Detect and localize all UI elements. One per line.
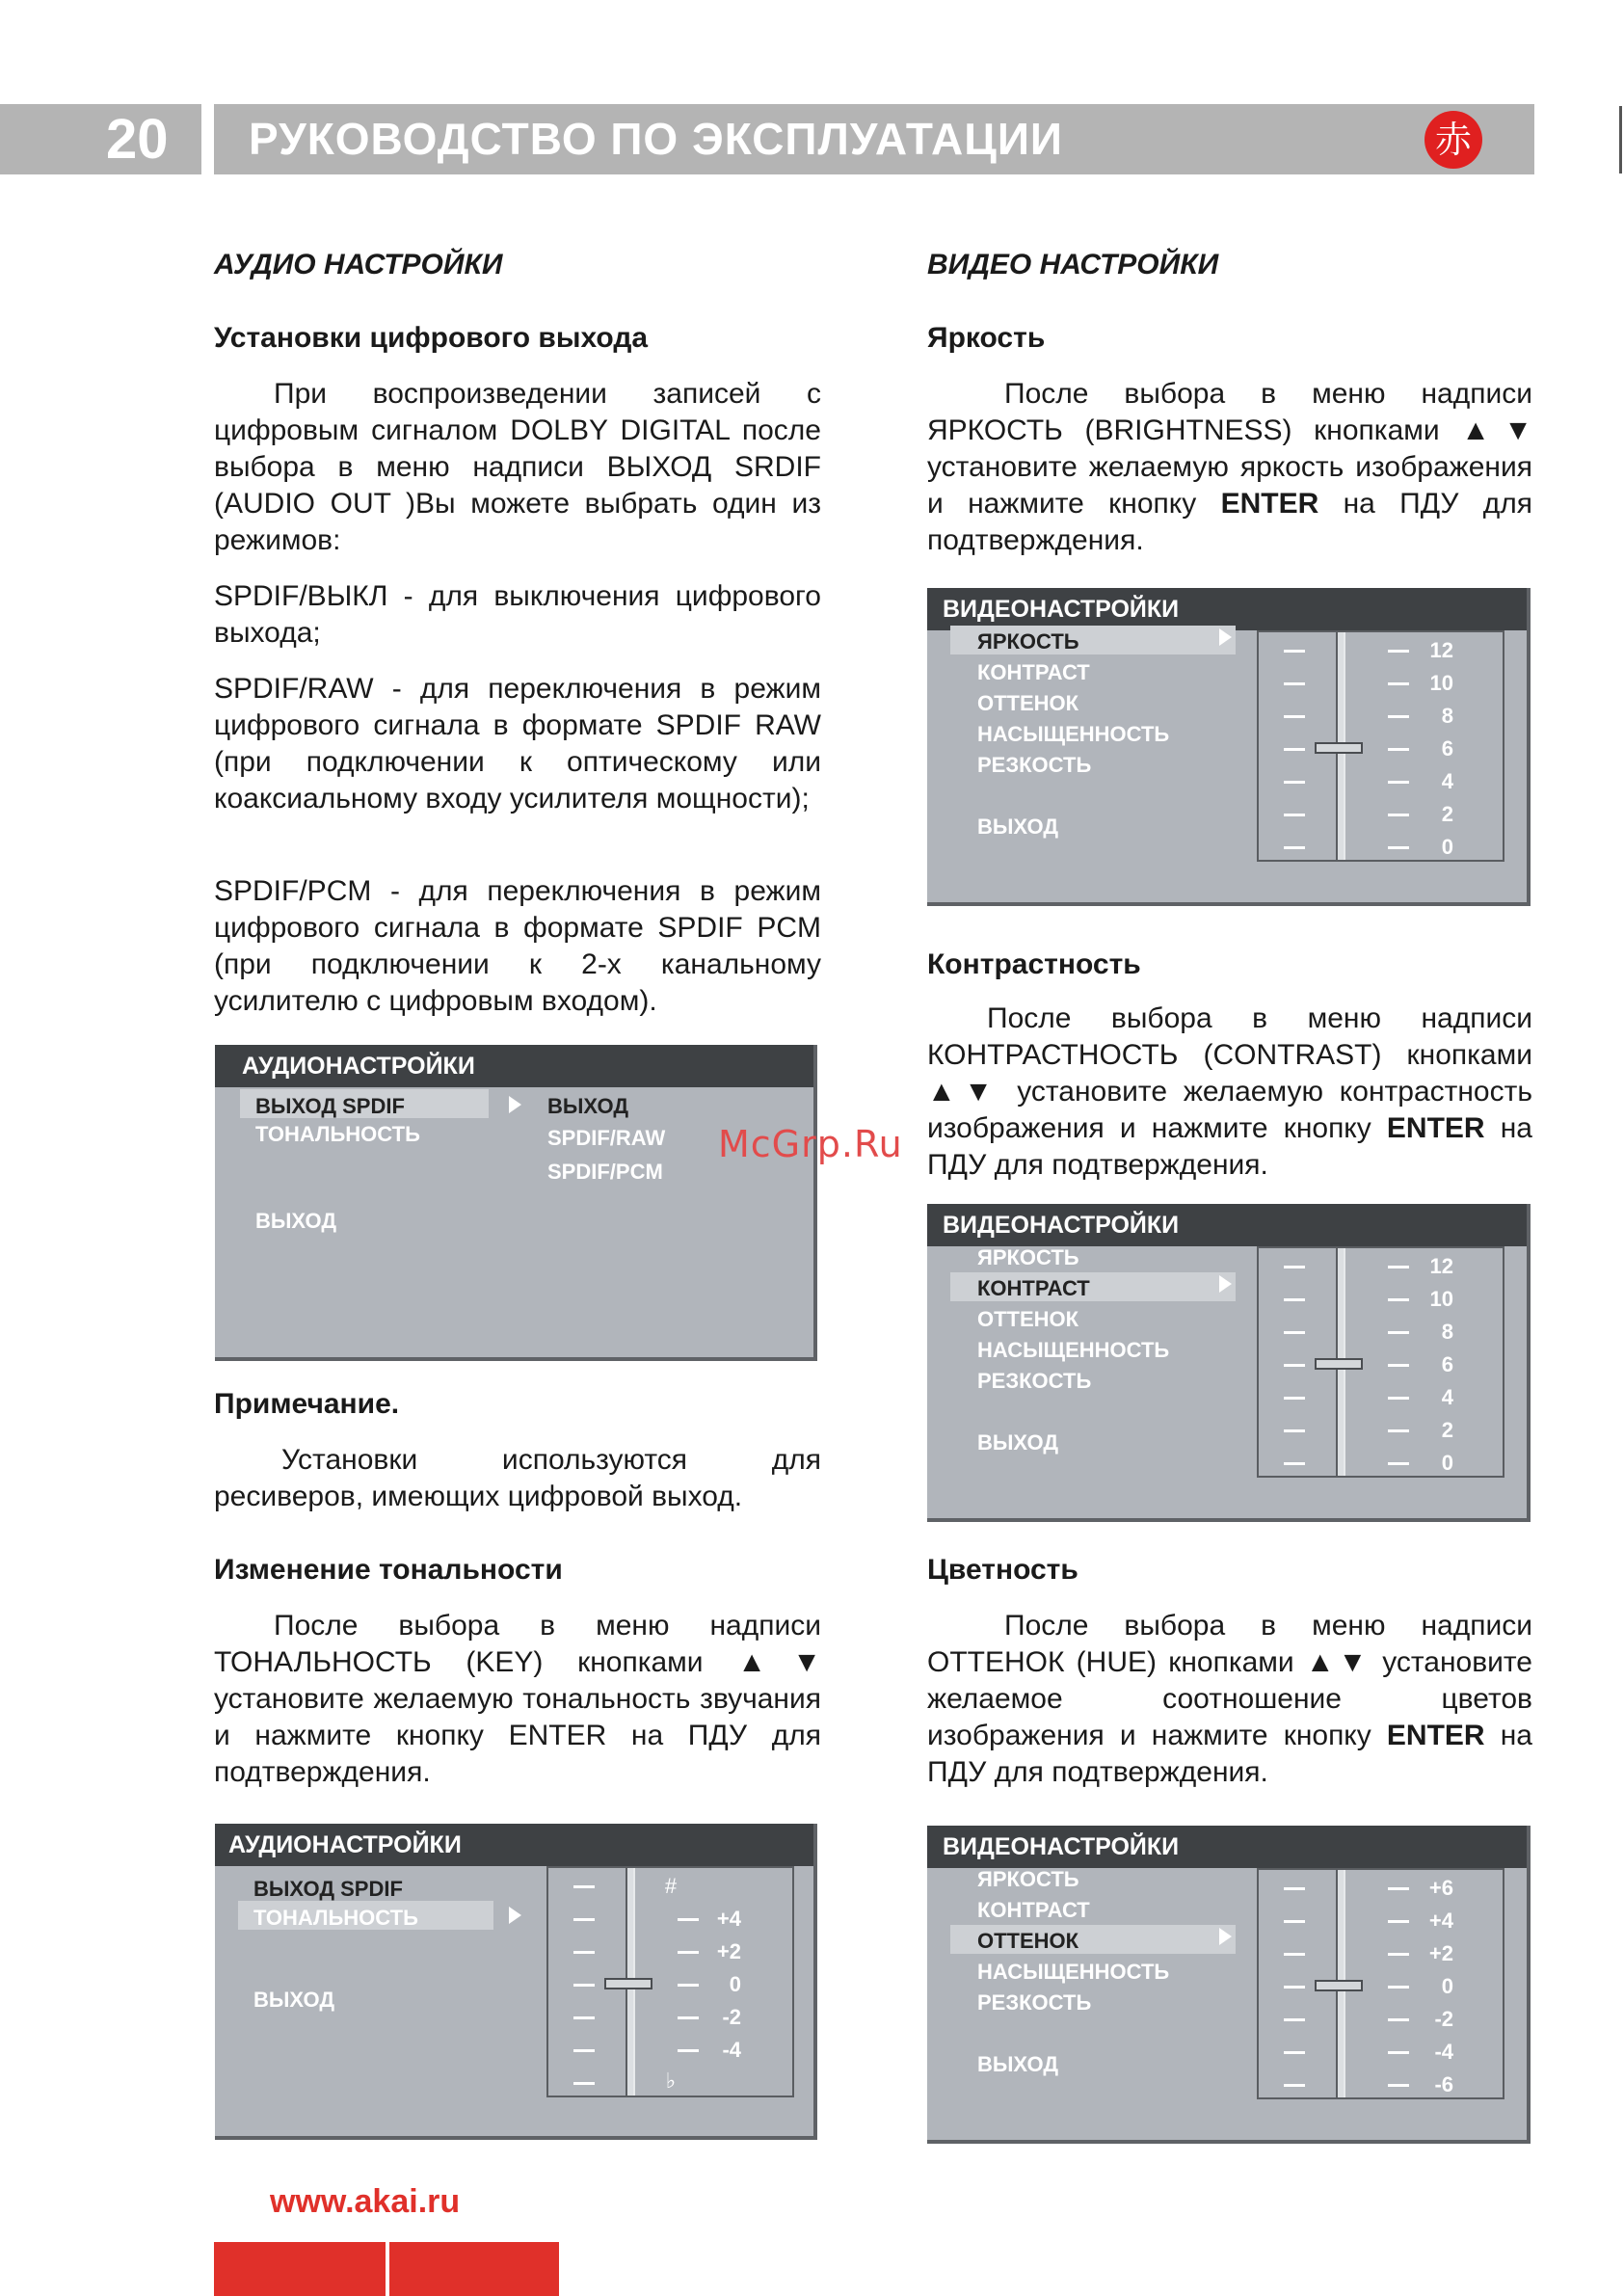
- menu-arrow-icon: [509, 1096, 521, 1113]
- menu-item-2[interactable]: ОТТЕНОК: [977, 1307, 1079, 1331]
- menu-title: АУДИОНАСТРОЙКИ: [215, 1824, 813, 1866]
- tick-right: [1388, 1331, 1409, 1334]
- contrast-paragraph: [927, 1001, 1532, 1184]
- menu-item-key[interactable]: ТОНАЛЬНОСТЬ: [253, 1906, 418, 1930]
- tick-right: [1388, 1887, 1409, 1890]
- tick-left: [1284, 650, 1305, 653]
- scale-label: 6: [1441, 1352, 1453, 1376]
- menu-item-4[interactable]: РЕЗКОСТЬ: [977, 1990, 1092, 2015]
- tick-left: [1284, 715, 1305, 718]
- tick-left: [1284, 748, 1305, 751]
- scale-label: -2: [722, 2005, 741, 2029]
- menu-title: ВИДЕОНАСТРОЙКИ: [927, 1826, 1527, 1868]
- scale-label: +2: [1428, 1941, 1453, 1965]
- menu-item-4[interactable]: РЕЗКОСТЬ: [977, 753, 1092, 777]
- tick-left: [1284, 1331, 1305, 1334]
- scale-label: 10: [1429, 671, 1453, 695]
- tick-right: [1388, 2084, 1409, 2087]
- tick-right: [1388, 748, 1409, 751]
- tick-right: [1388, 1429, 1409, 1432]
- tick-left: [1284, 1429, 1305, 1432]
- tick-left: [1284, 2018, 1305, 2021]
- footer-red-block: [214, 2242, 386, 2296]
- page-number: 20: [0, 104, 201, 174]
- tick-right: [1388, 1953, 1409, 1956]
- audio-section-title: АУДИО НАСТРОЙКИ: [214, 249, 503, 280]
- menu-item-3[interactable]: НАСЫЩЕННОСТЬ: [977, 1338, 1170, 1362]
- scale-label: 12: [1429, 1254, 1453, 1278]
- menu-item-2[interactable]: ОТТЕНОК: [977, 691, 1079, 715]
- menu-item-3[interactable]: НАСЫЩЕННОСТЬ: [977, 1960, 1170, 1984]
- tick-left: [573, 2082, 595, 2085]
- key-heading: Изменение тональности: [214, 1554, 563, 1586]
- note-heading: Примечание.: [214, 1388, 400, 1420]
- menu-title: ВИДЕОНАСТРОЙКИ: [927, 588, 1527, 630]
- tick-left: [1284, 2051, 1305, 2054]
- tick-left: [573, 2049, 595, 2052]
- scale-label: 2: [1441, 1418, 1453, 1442]
- menu-arrow-icon: [1219, 628, 1232, 646]
- tick-left: [1284, 846, 1305, 849]
- menu-item-spdif-out[interactable]: ВЫХОД SPDIF: [253, 1877, 403, 1901]
- menu-item-exit[interactable]: ВЫХОД: [253, 1988, 335, 2012]
- scale-label: #: [664, 1874, 678, 1898]
- video-menu-contrast: [927, 1204, 1531, 1522]
- tick-left: [1284, 2084, 1305, 2087]
- menu-item-0[interactable]: ЯРКОСТЬ: [977, 1867, 1079, 1891]
- tick-left: [573, 2016, 595, 2019]
- tick-right: [1388, 715, 1409, 718]
- tick-right: [1388, 682, 1409, 685]
- tick-right: [1388, 1920, 1409, 1923]
- menu-item-2[interactable]: ОТТЕНОК: [977, 1929, 1079, 1953]
- menu-item-3[interactable]: НАСЫЩЕННОСТЬ: [977, 722, 1170, 746]
- brightness-paragraph: [927, 376, 1532, 559]
- text: После выбора в меню надписи КОНТРАСТНОСТЬ (CONTRAST) кнопками ▲▼ установите желаемую контрастность изображения и нажмите кнопку: [927, 1002, 1532, 1144]
- slider-knob[interactable]: [1315, 742, 1363, 754]
- scale-label: -6: [1434, 2072, 1453, 2096]
- enter-key: ENTER: [1386, 1112, 1485, 1144]
- scale-label: +2: [716, 1939, 741, 1963]
- tick-right: [678, 1951, 699, 1954]
- scale-label: 12: [1429, 638, 1453, 662]
- akai-logo-icon: 赤: [1424, 111, 1482, 169]
- key-paragraph: После выбора в меню надписи ТОНАЛЬНОСТЬ (KEY) кнопками ▲▼ установите желаемую тональность звучания и нажмите кнопку ENTER на ПДУ для подтверждения.: [214, 1610, 821, 1788]
- option-spdif-raw[interactable]: SPDIF/RAW: [547, 1126, 666, 1150]
- slider-knob[interactable]: [604, 1978, 652, 1989]
- tick-left: [1284, 814, 1305, 816]
- tick-right: [1388, 814, 1409, 816]
- scale-label: 8: [1441, 704, 1453, 728]
- menu-item-1[interactable]: КОНТРАСТ: [977, 1276, 1090, 1300]
- tick-left: [573, 1918, 595, 1921]
- scale-label: 0: [1441, 835, 1453, 859]
- value-slider[interactable]: [1257, 1246, 1504, 1478]
- menu-item-5[interactable]: ВЫХОД: [977, 1430, 1059, 1455]
- tick-right: [678, 2049, 699, 2052]
- scale-label: 6: [1441, 736, 1453, 761]
- text: После выбора в меню надписи ЯРКОСТЬ (BRIGHTNESS) кнопками ▲▼ установите желаемую яркость изображения и нажмите кнопку: [927, 378, 1532, 520]
- scale-label: +4: [716, 1907, 741, 1931]
- tick-right: [678, 2016, 699, 2019]
- menu-item-0[interactable]: ЯРКОСТЬ: [977, 629, 1079, 654]
- menu-arrow-icon: [1219, 1928, 1232, 1945]
- menu-item-exit[interactable]: ВЫХОД: [255, 1209, 337, 1233]
- option-spdif-pcm[interactable]: SPDIF/PCM: [547, 1160, 663, 1184]
- tick-left: [573, 1885, 595, 1888]
- scale-label: 10: [1429, 1287, 1453, 1311]
- slider-knob[interactable]: [1315, 1980, 1363, 1991]
- audio-menu-key: [215, 1824, 817, 2140]
- tick-left: [1284, 1986, 1305, 1989]
- tick-right: [1388, 650, 1409, 653]
- spdif-off-paragraph: SPDIF/ВЫКЛ - для выключения цифрового выхода;: [214, 580, 821, 649]
- tick-right: [678, 1918, 699, 1921]
- tick-left: [1284, 1953, 1305, 1956]
- text: на ПДУ для подтверждения.: [927, 1720, 1532, 1788]
- hue-paragraph: [927, 1608, 1532, 1791]
- tick-left: [573, 1951, 595, 1954]
- footer-red-block: [389, 2242, 559, 2296]
- menu-title: ВИДЕОНАСТРОЙКИ: [927, 1204, 1527, 1246]
- tick-right: [1388, 846, 1409, 849]
- enter-key: ENTER: [1220, 488, 1319, 520]
- audio-menu-spdif: [215, 1045, 817, 1361]
- digital-out-heading: Установки цифрового выхода: [214, 322, 649, 354]
- text: на ПДУ для подтверждения.: [927, 1112, 1532, 1181]
- tick-right: [678, 1984, 699, 1987]
- menu-item-spdif-out[interactable]: ВЫХОД SPDIF: [255, 1094, 405, 1118]
- scale-label: -2: [1434, 2007, 1453, 2031]
- video-section-title: ВИДЕО НАСТРОЙКИ: [927, 249, 1219, 280]
- tick-left: [1284, 1920, 1305, 1923]
- scale-label: 2: [1441, 802, 1453, 826]
- spdif-pcm-paragraph: SPDIF/PCM - для переключения в режим цифрового сигнала в формате SPDIF PCM (при подключении к 2-х канальному усилителю с цифровым входом).: [214, 875, 821, 1017]
- scale-label: 4: [1441, 769, 1453, 793]
- scale-label: ♭: [665, 2069, 677, 2093]
- tick-right: [1388, 1266, 1409, 1268]
- footer-url-link[interactable]: www.akai.ru: [270, 2183, 461, 2220]
- hue-heading: Цветность: [927, 1554, 1078, 1586]
- enter-key: ENTER: [1386, 1720, 1485, 1751]
- tick-right: [1388, 2051, 1409, 2054]
- tick-left: [1284, 682, 1305, 685]
- key-slider[interactable]: [546, 1866, 794, 2097]
- menu-item-1[interactable]: КОНТРАСТ: [977, 660, 1090, 684]
- spdif-raw-paragraph: SPDIF/RAW - для переключения в режим цифрового сигнала в формате SPDIF RAW (при подключении к оптическому или коаксиальному входу усилителя мощности);: [214, 673, 821, 814]
- digital-out-paragraph: При воспроизведении записей с цифровым сигналом DOLBY DIGITAL после выбора в меню надписи ВЫХОД SRDIF (AUDIO OUT )Вы можете выбрать один из режимов:: [214, 378, 821, 556]
- brightness-heading: Яркость: [927, 322, 1046, 354]
- tick-right: [1388, 1364, 1409, 1367]
- scale-label: 8: [1441, 1320, 1453, 1344]
- tick-left: [1284, 781, 1305, 784]
- note-text: Установки используются для ресиверов, имеющих цифровой выход.: [214, 1444, 821, 1512]
- text: на ПДУ для подтверждения.: [927, 488, 1532, 556]
- tick-right: [1388, 1462, 1409, 1465]
- scale-label: -4: [722, 2038, 741, 2062]
- tick-left: [1284, 1364, 1305, 1367]
- tick-left: [1284, 1887, 1305, 1890]
- menu-arrow-icon: [509, 1907, 521, 1924]
- menu-item-4[interactable]: РЕЗКОСТЬ: [977, 1369, 1092, 1393]
- scale-label: -4: [1434, 2040, 1453, 2064]
- menu-item-5[interactable]: ВЫХОД: [977, 2052, 1059, 2076]
- scale-label: 0: [1441, 1974, 1453, 1998]
- tick-left: [573, 1984, 595, 1987]
- tick-right: [1388, 781, 1409, 784]
- menu-arrow-icon: [1219, 1275, 1232, 1293]
- scale-label: +6: [1428, 1876, 1453, 1900]
- tick-left: [1284, 1298, 1305, 1301]
- tick-right: [1388, 2018, 1409, 2021]
- slider-knob[interactable]: [1315, 1358, 1363, 1370]
- page-edge-rule: [1619, 106, 1622, 174]
- tick-right: [1388, 1986, 1409, 1989]
- menu-item-0[interactable]: ЯРКОСТЬ: [977, 1245, 1079, 1269]
- scale-label: +4: [1428, 1909, 1453, 1933]
- tick-right: [1388, 1397, 1409, 1400]
- text: После выбора в меню надписи ОТТЕНОК (HUE) кнопками ▲▼ установите желаемое соотношение цветов изображения и нажмите кнопку: [927, 1610, 1532, 1751]
- page-header-title: РУКОВОДСТВО ПО ЭКСПЛУАТАЦИИ: [214, 104, 1534, 174]
- menu-title: АУДИОНАСТРОЙКИ: [215, 1045, 813, 1087]
- scale-label: 4: [1441, 1385, 1453, 1409]
- video-menu-hue: [927, 1826, 1531, 2144]
- video-menu-brightness: [927, 588, 1531, 906]
- menu-item-5[interactable]: ВЫХОД: [977, 814, 1059, 839]
- watermark: McGrp.Ru: [718, 1123, 903, 1165]
- tick-left: [1284, 1266, 1305, 1268]
- menu-item-1[interactable]: КОНТРАСТ: [977, 1898, 1090, 1922]
- value-slider[interactable]: [1257, 1868, 1504, 2099]
- value-slider[interactable]: [1257, 630, 1504, 862]
- option-spdif-off[interactable]: ВЫХОД: [547, 1094, 629, 1118]
- contrast-heading: Контрастность: [927, 948, 1141, 980]
- tick-left: [1284, 1397, 1305, 1400]
- menu-item-key[interactable]: ТОНАЛЬНОСТЬ: [255, 1122, 420, 1146]
- scale-label: 0: [1441, 1451, 1453, 1475]
- tick-right: [1388, 1298, 1409, 1301]
- tick-left: [1284, 1462, 1305, 1465]
- scale-label: 0: [729, 1972, 741, 1996]
